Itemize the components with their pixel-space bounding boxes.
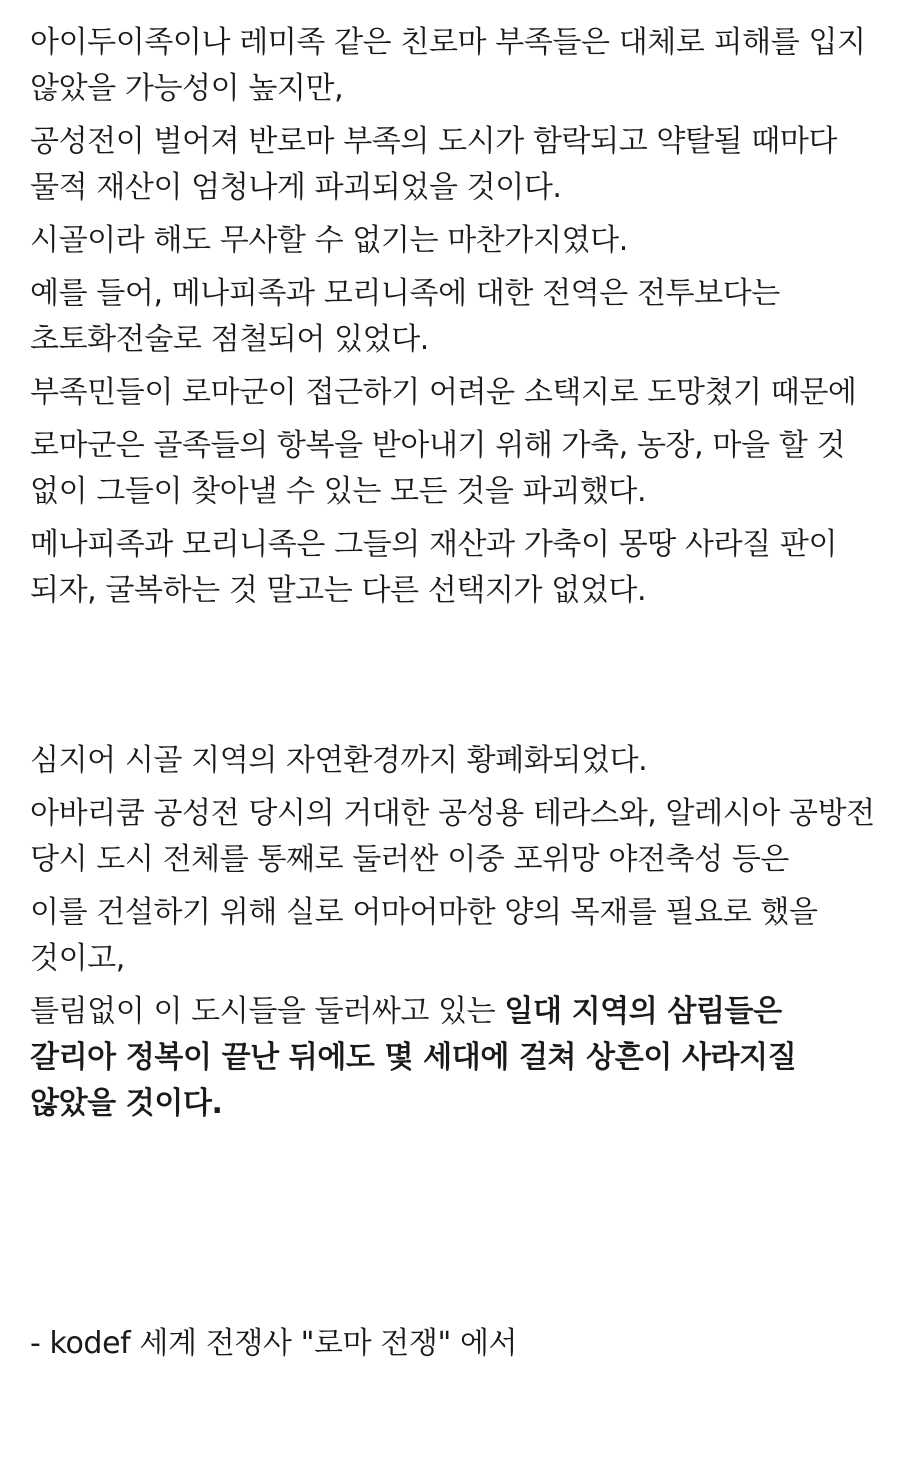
- paragraph: 예를 들어, 메나피족과 모리니족에 대한 전역은 전투보다는 초토화전술로 점철되어 있었다.: [30, 276, 780, 357]
- paragraph: 부족민들이 로마군이 접근하기 어려운 소택지로 도망쳤기 때문에: [30, 375, 857, 410]
- paragraph: 공성전이 벌어져 반로마 부족의 도시가 함락되고 약탈될 때마다 물적 재산이 엄청나게 파괴되었을 것이다.: [30, 124, 838, 205]
- paragraph: 시골이라 해도 무사할 수 없기는 마찬가지였다.: [30, 223, 628, 258]
- emphasis-paragraph: [30, 989, 875, 1127]
- article-body: [30, 20, 875, 1367]
- paragraph-lead-text: 틀림없이 이 도시들을 둘러싸고 있는: [30, 994, 505, 1029]
- paragraph: 아이두이족이나 레미족 같은 친로마 부족들은 대체로 피해를 입지 않았을 가능성이 높지만,: [30, 25, 866, 106]
- paragraph: 심지어 시골 지역의 자연환경까지 황폐화되었다.: [30, 743, 648, 778]
- source-citation: - kodef 세계 전쟁사 "로마 전쟁" 에서: [30, 1326, 518, 1361]
- paragraph: 아바리쿰 공성전 당시의 거대한 공성용 테라스와, 알레시아 공방전 당시 도시 전체를 통째로 둘러싼 이중 포위망 야전축성 등은: [30, 796, 875, 877]
- paragraph-spacer: [30, 621, 875, 738]
- paragraph: 이를 건설하기 위해 실로 어마어마한 양의 목재를 필요로 했을 것이고,: [30, 895, 818, 976]
- paragraph-spacer: [30, 1134, 875, 1321]
- paragraph: 메나피족과 모리니족은 그들의 재산과 가축이 몽땅 사라질 판이 되자, 굴복하는 것 말고는 다른 선택지가 없었다.: [30, 527, 838, 608]
- paragraph: 로마군은 골족들의 항복을 받아내기 위해 가축, 농장, 마을 할 것 없이 그들이 찾아낼 수 있는 모든 것을 파괴했다.: [30, 428, 845, 509]
- bold-highlight-text: 일대 지역의 삼림들은 갈리아 정복이 끝난 뒤에도 몇 세대에 걸쳐 상흔이 사라지질 않았을 것이다.: [30, 994, 797, 1121]
